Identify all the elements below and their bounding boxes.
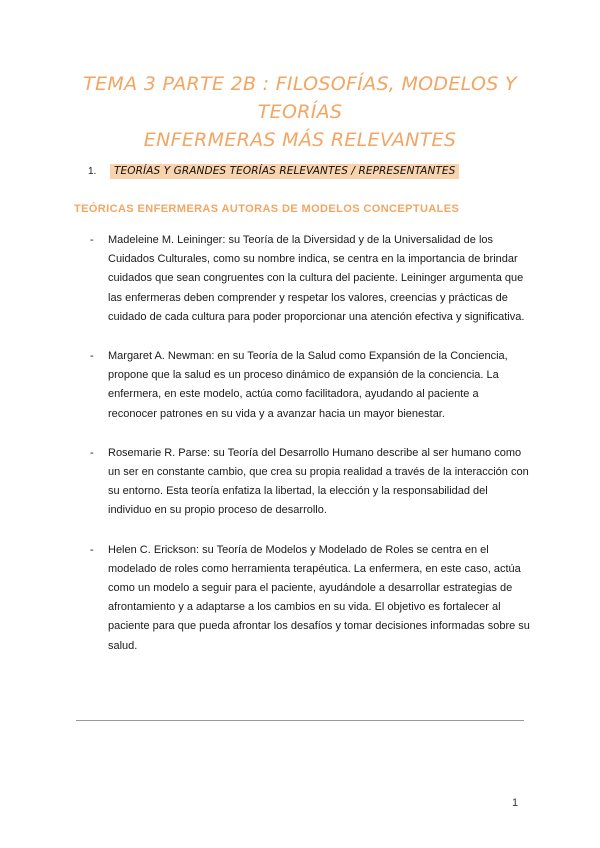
list-item	[90, 347, 530, 424]
list-dash: -	[90, 543, 94, 556]
list-item	[90, 541, 530, 656]
title-line-1: TEMA 3 PARTE 2B : FILOSOFÍAS, MODELOS Y TEORÍAS	[83, 73, 517, 123]
list-dash: -	[90, 446, 94, 459]
list-item	[90, 444, 530, 521]
section-heading	[88, 164, 459, 179]
page-title	[60, 70, 540, 154]
list-item	[90, 231, 530, 327]
list-dash: -	[90, 234, 94, 246]
section-heading-text: TEORÍAS Y GRANDES TEORÍAS RELEVANTES / REPRESENTANTES	[110, 164, 459, 179]
list-item-text: Madeleine M. Leininger: su Teoría de la Diversidad y de la Universalidad de los Cuidados Culturales, como su nombre indica, se centra en la importancia de brindar cuidados que sean congruentes con la cultura del paciente. Leininger argumenta que las enfermeras deben comprender y respetar los valores, creencias y prácticas de cuidado de cada cultura para poder proporcionar una atención efectiva y significativa.	[108, 234, 525, 323]
footer-divider	[76, 720, 524, 721]
list-item-text: Rosemarie R. Parse: su Teoría del Desarrollo Humano describe al ser humano como un ser en constante cambio, que crea su propia realidad a través de la interacción con su entorno. Esta teoría enfatiza la libertad, la elección y la responsabilidad del individuo en su propio proceso de desarrollo.	[108, 446, 529, 517]
subheading: TEÓRICAS ENFERMERAS AUTORAS DE MODELOS CONCEPTUALES	[74, 203, 460, 215]
title-line-2: ENFERMERAS MÁS RELEVANTES	[143, 129, 457, 151]
list-item-text: Margaret A. Newman: en su Teoría de la Salud como Expansión de la Conciencia, propone que la salud es un proceso dinámico de expansión de la conciencia. La enfermera, en este modelo, actúa como facilitadora, ayudando al paciente a reconocer patrones en su vida y a avanzar hacia un mayor bienestar.	[108, 350, 508, 420]
list-dash: -	[90, 350, 94, 363]
list-item-text: Helen C. Erickson: su Teoría de Modelos y Modelado de Roles se centra en el modelado de roles como herramienta terapéutica. La enfermera, en este caso, actúa como un modelo a seguir para el paciente, ayudándole a desarrollar estrategias de afrontamiento y a adaptarse a los cambios en su vida. El objetivo es fortalecer al paciente para que pueda afrontar los desafíos y tomar decisiones informadas sobre su salud.	[108, 543, 530, 652]
page-number: 1	[512, 797, 519, 809]
section-number: 1.	[88, 166, 97, 177]
theorist-list	[90, 231, 530, 656]
